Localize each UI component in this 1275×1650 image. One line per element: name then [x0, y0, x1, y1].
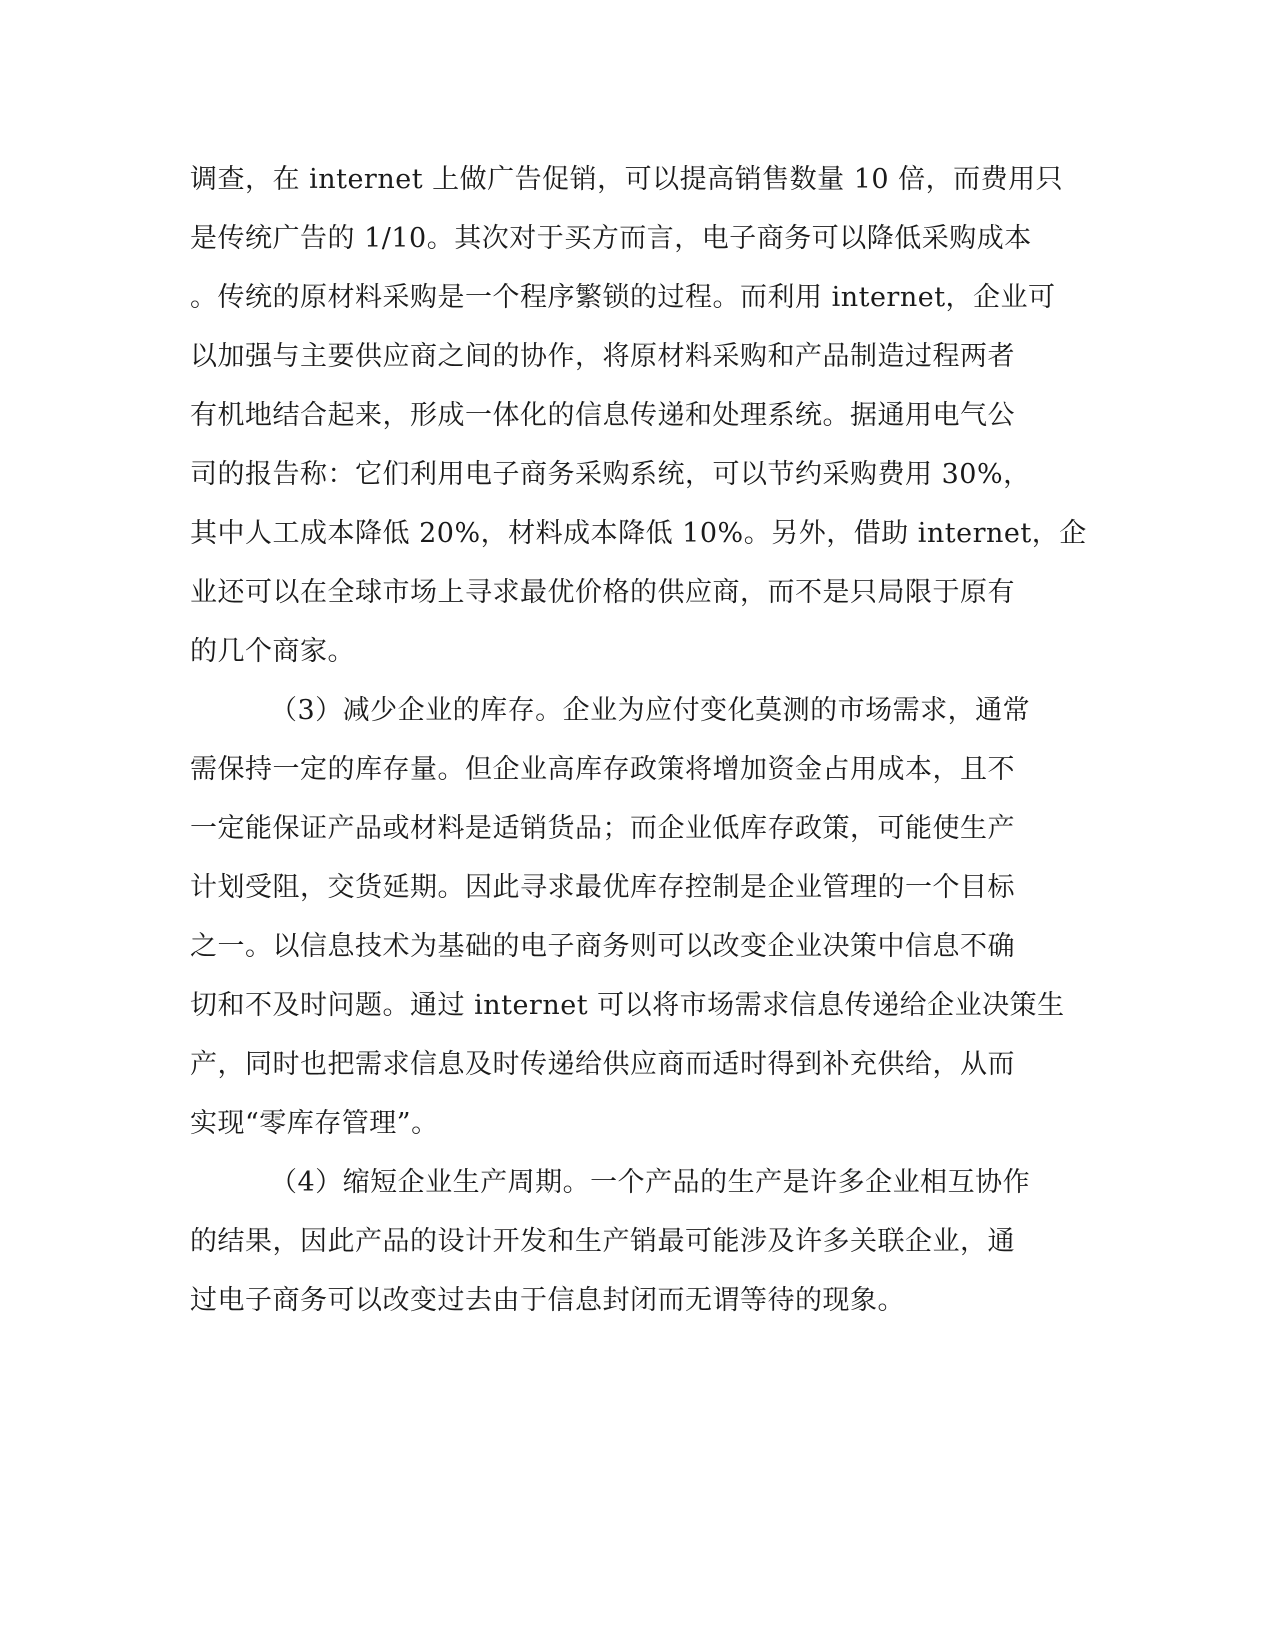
text-line: 需保持一定的库存量。但企业高库存政策将增加资金占用成本，且不 — [190, 754, 1015, 785]
text-line: 的结果，因此产品的设计开发和生产销最可能涉及许多关联企业，通 — [190, 1226, 1015, 1257]
text-line: 一定能保证产品或材料是适销货品；而企业低库存政策，可能使生产 — [190, 813, 1015, 844]
text-line: 之一。以信息技术为基础的电子商务则可以改变企业决策中信息不确 — [190, 931, 1015, 962]
text-line: 是传统广告的 1/10。其次对于买方而言，电子商务可以降低采购成本 — [190, 223, 1032, 254]
text-line: 以加强与主要供应商之间的协作，将原材料采购和产品制造过程两者 — [190, 341, 1015, 372]
text-line: 产，同时也把需求信息及时传递给供应商而适时得到补充供给，从而 — [190, 1049, 1015, 1080]
text-line: 。传统的原材料采购是一个程序繁锁的过程。而利用 internet，企业可 — [190, 282, 1056, 313]
text-line: 调查，在 internet 上做广告促销，可以提高销售数量 10 倍，而费用只 — [190, 164, 1064, 195]
text-line: 计划受阻，交货延期。因此寻求最优库存控制是企业管理的一个目标 — [190, 872, 1015, 903]
text-line: 实现“零库存管理”。 — [190, 1108, 439, 1139]
paragraph-3-first-line: （3）减少企业的库存。企业为应付变化莫测的市场需求，通常 — [270, 695, 1031, 726]
text-line: 业还可以在全球市场上寻求最优价格的供应商，而不是只局限于原有 — [190, 577, 1015, 608]
text-line: 有机地结合起来，形成一体化的信息传递和处理系统。据通用电气公 — [190, 400, 1015, 431]
text-line: 切和不及时问题。通过 internet 可以将市场需求信息传递给企业决策生 — [190, 990, 1065, 1021]
text-line: 的几个商家。 — [190, 636, 355, 667]
text-line: 其中人工成本降低 20%，材料成本降低 10%。另外，借助 internet，企 — [190, 518, 1087, 549]
text-line: 过电子商务可以改变过去由于信息封闭而无谓等待的现象。 — [190, 1285, 905, 1316]
text-line: 司的报告称：它们利用电子商务采购系统，可以节约采购费用 30%， — [190, 459, 1031, 490]
paragraph-4-first-line: （4）缩短企业生产周期。一个产品的生产是许多企业相互协作 — [270, 1167, 1031, 1198]
